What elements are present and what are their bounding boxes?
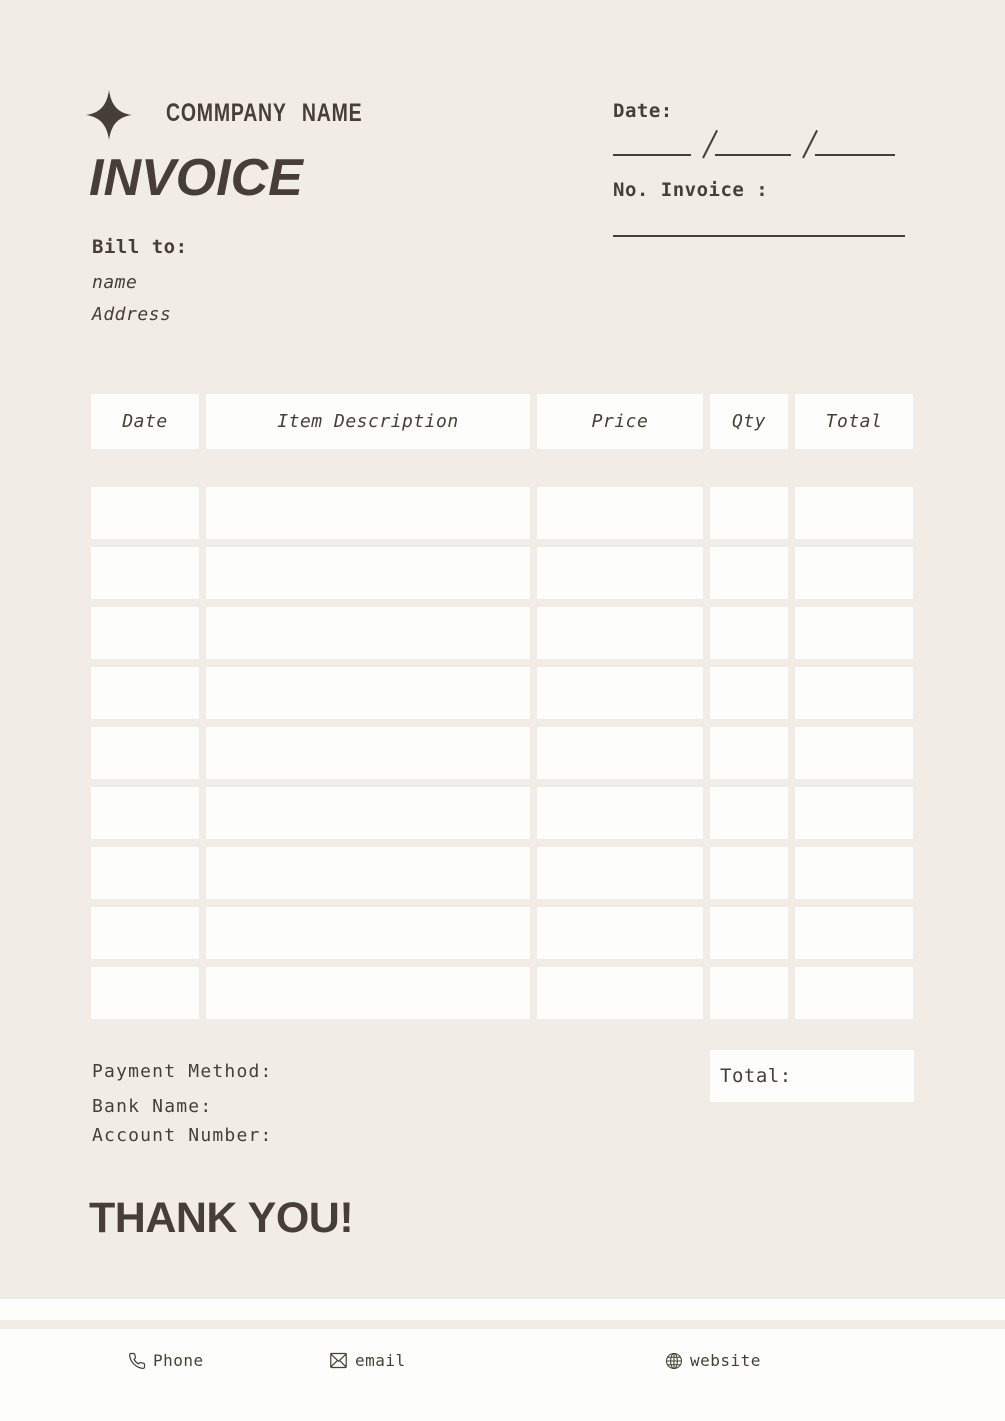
table-cell[interactable] — [537, 487, 703, 539]
table-cell[interactable] — [795, 847, 913, 899]
table-cell[interactable] — [537, 967, 703, 1019]
table-header-description — [206, 394, 530, 449]
total-box[interactable] — [710, 1050, 914, 1102]
email-icon — [329, 1352, 348, 1369]
invoice-number-blank[interactable] — [613, 204, 905, 237]
footer — [0, 1329, 1005, 1421]
table-row — [91, 547, 915, 599]
table-header-date — [91, 394, 199, 449]
footer-phone-label: Phone — [153, 1351, 204, 1370]
table-cell[interactable] — [206, 607, 530, 659]
table-cell[interactable] — [795, 487, 913, 539]
table-cell[interactable] — [710, 607, 788, 659]
footer-phone[interactable] — [128, 1351, 204, 1370]
table-cell[interactable] — [710, 847, 788, 899]
table-cell[interactable] — [537, 547, 703, 599]
date-day-blank[interactable] — [613, 122, 691, 156]
table-cell[interactable] — [710, 907, 788, 959]
table-cell[interactable] — [206, 967, 530, 1019]
payment-method-label: Payment Method: — [92, 1061, 273, 1082]
table-cell[interactable] — [795, 667, 913, 719]
globe-icon — [665, 1352, 683, 1370]
footer-email[interactable] — [329, 1351, 406, 1370]
date-year-blank[interactable] — [815, 122, 895, 156]
column-label: Date — [122, 411, 168, 432]
date-label: Date: — [613, 100, 673, 122]
bill-to-label: Bill to: — [92, 236, 188, 258]
table-header-row — [91, 394, 915, 449]
table-cell[interactable] — [710, 487, 788, 539]
column-label: Item Description — [277, 411, 459, 432]
company-name: COMMPANY NAME — [166, 99, 363, 127]
table-cell[interactable] — [537, 787, 703, 839]
bank-name-label: Bank Name: — [92, 1096, 213, 1117]
invoice-number-label: No. Invoice : — [613, 179, 769, 201]
table-cell[interactable] — [710, 787, 788, 839]
table-cell[interactable] — [91, 487, 199, 539]
table-cell[interactable] — [537, 847, 703, 899]
table-cell[interactable] — [91, 907, 199, 959]
table-cell[interactable] — [206, 787, 530, 839]
table-cell[interactable] — [206, 547, 530, 599]
table-header-total — [795, 394, 913, 449]
table-cell[interactable] — [795, 907, 913, 959]
table-cell[interactable] — [206, 847, 530, 899]
table-row — [91, 727, 915, 779]
table-cell[interactable] — [537, 607, 703, 659]
table-cell[interactable] — [91, 727, 199, 779]
table-cell[interactable] — [91, 967, 199, 1019]
table-header-qty — [710, 394, 788, 449]
table-cell[interactable] — [91, 787, 199, 839]
table-cell[interactable] — [91, 607, 199, 659]
footer-email-label: email — [355, 1351, 406, 1370]
table-row — [91, 907, 915, 959]
table-row — [91, 967, 915, 1019]
table-cell[interactable] — [795, 787, 913, 839]
table-cell[interactable] — [795, 967, 913, 1019]
column-label: Total — [825, 411, 883, 432]
sparkle-icon — [86, 90, 132, 140]
table-row — [91, 607, 915, 659]
table-cell[interactable] — [537, 727, 703, 779]
table-cell[interactable] — [91, 667, 199, 719]
table-cell[interactable] — [710, 727, 788, 779]
column-label: Price — [591, 411, 649, 432]
items-table — [91, 394, 915, 1019]
thank-you-message: THANK YOU! — [89, 1194, 354, 1242]
table-row — [91, 787, 915, 839]
table-cell[interactable] — [537, 907, 703, 959]
table-row — [91, 487, 915, 539]
date-month-blank[interactable] — [715, 122, 791, 156]
footer-website[interactable] — [665, 1351, 761, 1370]
table-header-price — [537, 394, 703, 449]
table-cell[interactable] — [206, 727, 530, 779]
page-title: INVOICE — [89, 149, 303, 207]
table-row — [91, 847, 915, 899]
table-cell[interactable] — [795, 547, 913, 599]
date-field[interactable] — [613, 122, 905, 156]
divider-band — [0, 1299, 1005, 1320]
total-label: Total: — [720, 1065, 792, 1087]
table-cell[interactable] — [710, 547, 788, 599]
bill-to-name[interactable]: name — [92, 272, 138, 293]
table-row — [91, 667, 915, 719]
table-cell[interactable] — [206, 487, 530, 539]
table-cell[interactable] — [795, 607, 913, 659]
table-cell[interactable] — [795, 727, 913, 779]
table-cell[interactable] — [91, 847, 199, 899]
table-cell[interactable] — [206, 667, 530, 719]
table-cell[interactable] — [537, 667, 703, 719]
table-cell[interactable] — [206, 907, 530, 959]
column-label: Qty — [731, 411, 766, 432]
bill-to-address[interactable]: Address — [92, 304, 172, 325]
footer-website-label: website — [690, 1351, 761, 1370]
phone-icon — [128, 1352, 146, 1370]
account-number-label: Account Number: — [92, 1125, 273, 1146]
table-body — [91, 487, 915, 1019]
table-cell[interactable] — [710, 667, 788, 719]
table-cell[interactable] — [91, 547, 199, 599]
table-cell[interactable] — [710, 967, 788, 1019]
